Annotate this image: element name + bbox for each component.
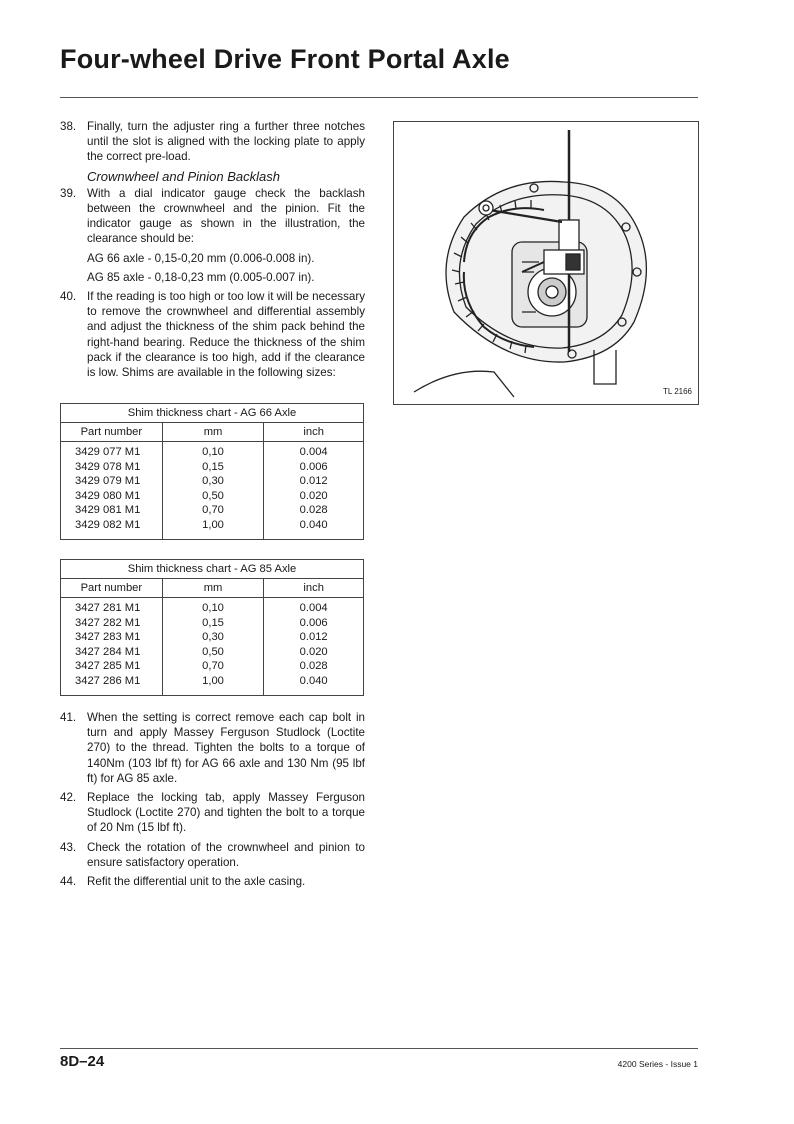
mm-value: 1,00 (162, 519, 264, 540)
mm-value: 0,50 (162, 646, 264, 661)
step-text: Check the rotation of the crownwheel and pinion to ensure satisfactory operation. (87, 840, 365, 869)
table-row (61, 598, 364, 617)
table-row (61, 504, 364, 519)
step-number: 41. (60, 711, 77, 724)
part-number: 3427 285 M1 (61, 660, 163, 675)
inch-value: 0.020 (264, 646, 364, 661)
step-number: 42. (60, 791, 77, 805)
mm-value: 0,10 (162, 442, 264, 461)
table-caption: Shim thickness chart - AG 85 Axle (61, 560, 364, 579)
page-number: 8D–24 (60, 1053, 105, 1070)
step-number: 43. (60, 840, 77, 854)
column-header: mm (162, 423, 264, 442)
table-row (61, 675, 364, 696)
figure-frame (393, 121, 699, 405)
column-header: inch (264, 579, 364, 598)
step-number: 44. (60, 875, 77, 889)
mm-value: 0,15 (162, 461, 264, 476)
inch-value: 0.040 (264, 675, 364, 696)
table-row (61, 631, 364, 646)
inch-value: 0.028 (264, 660, 364, 675)
inch-value: 0.028 (264, 504, 364, 519)
shim-table-ag85 (60, 559, 364, 696)
column-header: inch (264, 423, 364, 442)
table-row (61, 617, 364, 632)
inch-value: 0.004 (264, 442, 364, 461)
part-number: 3429 078 M1 (61, 461, 163, 476)
step-number: 38. (60, 120, 77, 133)
table-row (61, 461, 364, 476)
inch-value: 0.020 (264, 490, 364, 505)
step-text: When the setting is correct remove each cap bolt in turn and apply Massey Ferguson Studlock (Loctite 270) to the thread. Tighten the bolts to a torque of 140Nm (103 lbf ft) for AG 66 axle and 130 Nm (95 lbf ft) for AG 85 axle. (87, 711, 365, 785)
part-number: 3429 079 M1 (61, 475, 163, 490)
table-caption: Shim thickness chart - AG 66 Axle (61, 404, 364, 423)
mm-value: 1,00 (162, 675, 264, 696)
part-number: 3427 282 M1 (61, 617, 163, 632)
mm-value: 0,70 (162, 504, 264, 519)
inch-value: 0.040 (264, 519, 364, 540)
figure-code: TL 2166 (662, 387, 692, 396)
mm-value: 0,30 (162, 475, 264, 490)
step-42 (60, 790, 365, 836)
step-number: 40. (60, 290, 77, 304)
step-40 (60, 289, 365, 380)
step-43 (60, 840, 365, 870)
step-44 (60, 874, 365, 889)
instructions-upper (60, 119, 365, 384)
column-header: Part number (61, 579, 163, 598)
section-subheading: Crownwheel and Pinion Backlash (87, 168, 280, 184)
spec-ag66: AG 66 axle - 0,15-0,20 mm (0.006-0.008 in). (87, 251, 315, 265)
part-number: 3429 077 M1 (61, 442, 163, 461)
step-text: With a dial indicator gauge check the backlash between the crownwheel and the pinion. Fit the indicator gauge as shown in the illustration, the clearance should be: (87, 186, 365, 246)
mm-value: 0,15 (162, 617, 264, 632)
spec-ag85: AG 85 axle - 0,18-0,23 mm (0.005-0.007 in). (87, 270, 315, 284)
table-row (61, 660, 364, 675)
step-number: 39. (60, 186, 77, 200)
table-row (61, 490, 364, 505)
inch-value: 0.012 (264, 631, 364, 646)
table-row (61, 646, 364, 661)
header-rule (60, 97, 698, 98)
instructions-lower (60, 710, 365, 893)
part-number: 3429 080 M1 (61, 490, 163, 505)
table-row (61, 442, 364, 461)
step-38 (60, 119, 365, 165)
inch-value: 0.012 (264, 475, 364, 490)
step-39 (60, 186, 365, 247)
mm-value: 0,70 (162, 660, 264, 675)
shim-table-ag66 (60, 403, 364, 540)
part-number: 3429 082 M1 (61, 519, 163, 540)
footer-rule (60, 1048, 698, 1049)
mm-value: 0,50 (162, 490, 264, 505)
part-number: 3427 281 M1 (61, 598, 163, 617)
step-41 (60, 710, 365, 786)
part-number: 3427 286 M1 (61, 675, 163, 696)
inch-value: 0.006 (264, 461, 364, 476)
part-number: 3429 081 M1 (61, 504, 163, 519)
inch-value: 0.006 (264, 617, 364, 632)
table-row (61, 475, 364, 490)
mm-value: 0,10 (162, 598, 264, 617)
part-number: 3427 283 M1 (61, 631, 163, 646)
dial-indicator-illustration (394, 122, 698, 404)
inch-value: 0.004 (264, 598, 364, 617)
step-text: Replace the locking tab, apply Massey Ferguson Studlock (Loctite 270) and tighten the bolt to a torque of 20 Nm (15 lbf ft). (87, 791, 365, 835)
table-row (61, 519, 364, 540)
step-text: Finally, turn the adjuster ring a further three notches until the slot is aligned with the locking plate to apply the correct pre-load. (87, 120, 365, 164)
mm-value: 0,30 (162, 631, 264, 646)
series-issue: 4200 Series - Issue 1 (617, 1059, 698, 1069)
part-number: 3427 284 M1 (61, 646, 163, 661)
column-header: Part number (61, 423, 163, 442)
column-header: mm (162, 579, 264, 598)
step-text: Refit the differential unit to the axle casing. (87, 875, 306, 889)
step-text: If the reading is too high or too low it will be necessary to remove the crownwheel and differential assembly and adjust the thickness of the shim pack behind the right-hand bearing. Reduce the thickness of the shim pack if the clearance is too high, add if the clearance is low. Shims are available in the following sizes: (87, 290, 365, 380)
page-title: Four-wheel Drive Front Portal Axle (60, 44, 510, 74)
